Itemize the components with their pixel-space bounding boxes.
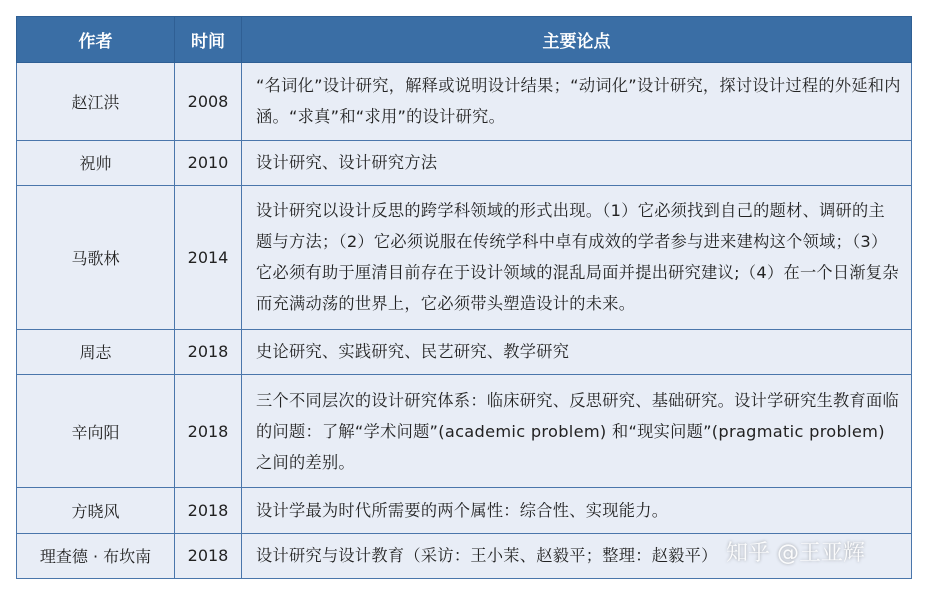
- cell-year: 2008: [175, 63, 242, 141]
- cell-points: “名词化”设计研究，解释或说明设计结果；“动词化”设计研究，探讨设计过程的外延和内涵。“求真”和“求用”的设计研究。: [242, 63, 912, 141]
- cell-year: 2010: [175, 140, 242, 185]
- header-points: 主要论点: [242, 17, 912, 63]
- cell-author: 马歌林: [17, 186, 175, 329]
- cell-points: 设计研究以设计反思的跨学科领域的形式出现。（1）它必须找到自己的题材、调研的主题与方法；（2）它必须说服在传统学科中卓有成效的学者参与进来建构这个领域；（3）它必须有助于厘清目前存在于设计领域的混乱局面并提出研究建议;（4）在一个日渐复杂而充满动荡的世界上，它必须带头塑造设计的未来。: [242, 186, 912, 329]
- cell-points: 三个不同层次的设计研究体系：临床研究、反思研究、基础研究。设计学研究生教育面临的问题：了解“学术问题”(academic problem) 和“现实问题”(pragmatic problem) 之间的差别。: [242, 375, 912, 488]
- research-views-table: [16, 16, 912, 579]
- table-row: [17, 375, 912, 488]
- cell-year: 2014: [175, 186, 242, 329]
- cell-year: 2018: [175, 329, 242, 374]
- cell-author: 赵江洪: [17, 63, 175, 141]
- table-row: [17, 140, 912, 185]
- cell-points: 史论研究、实践研究、民艺研究、教学研究: [242, 329, 912, 374]
- cell-author: 方晓风: [17, 488, 175, 533]
- cell-year: 2018: [175, 488, 242, 533]
- cell-author: 辛向阳: [17, 375, 175, 488]
- table-row: [17, 329, 912, 374]
- cell-author: 周志: [17, 329, 175, 374]
- table-row: [17, 488, 912, 533]
- table-row: [17, 186, 912, 329]
- table-header-row: [17, 17, 912, 63]
- zhihu-watermark: 知乎 @王亚辉: [726, 541, 865, 566]
- table-row: [17, 63, 912, 141]
- cell-year: 2018: [175, 375, 242, 488]
- cell-points: 设计研究与设计教育（采访：王小茉、赵毅平；整理：赵毅平）: [242, 533, 912, 578]
- cell-author: 祝帅: [17, 140, 175, 185]
- header-author: 作者: [17, 17, 175, 63]
- cell-points: 设计研究、设计研究方法: [242, 140, 912, 185]
- cell-points: 设计学最为时代所需要的两个属性：综合性、实现能力。: [242, 488, 912, 533]
- cell-year: 2018: [175, 533, 242, 578]
- header-time: 时间: [175, 17, 242, 63]
- cell-author: 理查德 · 布坎南: [17, 533, 175, 578]
